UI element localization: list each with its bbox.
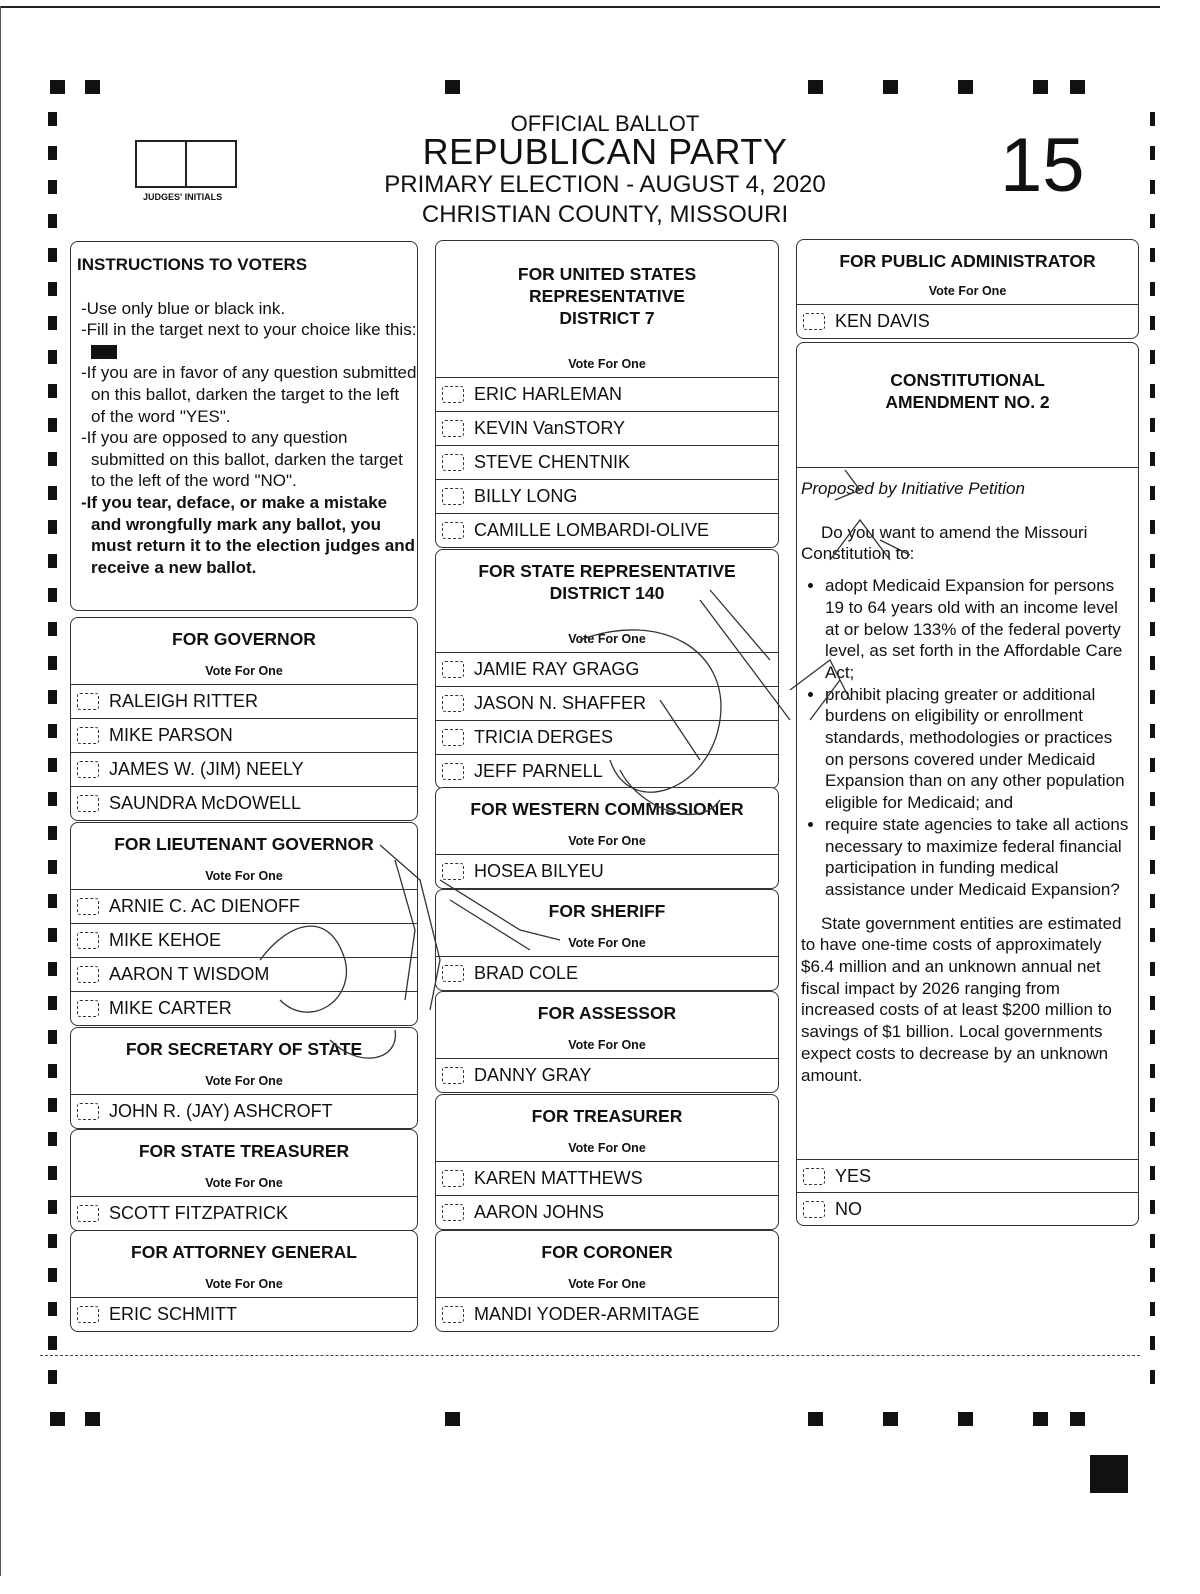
instruction-item: -If you tear, deface, or make a mistake and wrongfully mark any ballot, you must return it to the election judges and receive a new ballot. (81, 492, 415, 577)
timing-mark (445, 1412, 460, 1426)
option-label: YES (835, 1165, 872, 1186)
timing-mark (1150, 214, 1155, 228)
timing-mark (808, 1412, 823, 1426)
candidate-row[interactable] (71, 1094, 417, 1128)
candidate-name: BRAD COLE (474, 963, 579, 983)
candidate-row[interactable] (71, 1297, 417, 1331)
timing-mark (1150, 1132, 1155, 1146)
race-title: FOR SHERIFF (548, 901, 666, 921)
filled-target-example-icon (91, 345, 117, 359)
target-oval-icon[interactable] (442, 863, 464, 880)
target-oval-icon[interactable] (442, 695, 464, 712)
left-border (0, 6, 1, 1576)
timing-mark (48, 860, 57, 874)
option-label: NO (835, 1198, 862, 1219)
instructions-title: INSTRUCTIONS TO VOTERS (77, 255, 308, 274)
ballot-number: 15 (1000, 123, 1085, 208)
race-title: FOR ASSESSOR (537, 1003, 677, 1023)
candidate-row[interactable] (436, 445, 778, 479)
timing-mark (1150, 758, 1155, 772)
candidate-row[interactable] (436, 1058, 778, 1092)
vote-for-one-label: Vote For One (568, 1141, 646, 1155)
candidate-row[interactable] (797, 304, 1138, 338)
target-oval-icon[interactable] (442, 386, 464, 403)
vote-for-one-label: Vote For One (568, 1277, 646, 1291)
instructions-box (70, 241, 418, 611)
timing-mark (1150, 1268, 1155, 1282)
target-oval-icon[interactable] (803, 313, 825, 330)
candidate-row[interactable] (71, 684, 417, 718)
timing-mark (48, 1370, 57, 1384)
judge-initial-cell[interactable] (137, 142, 187, 186)
ballot-heading-county: CHRISTIAN COUNTY, MISSOURI (421, 201, 789, 228)
candidate-name: MIKE KEHOE (109, 930, 222, 950)
timing-mark (48, 452, 57, 466)
target-oval-icon[interactable] (77, 932, 99, 949)
vote-for-one-label: Vote For One (568, 632, 646, 646)
candidate-row[interactable] (436, 1195, 778, 1229)
target-oval-icon[interactable] (442, 763, 464, 780)
candidate-row[interactable] (436, 720, 778, 754)
race-title: FOR TREASURER (531, 1106, 683, 1126)
candidate-name: STEVE CHENTNIK (474, 452, 631, 472)
candidate-name: HOSEA BILYEU (474, 861, 604, 881)
candidate-name: AARON JOHNS (474, 1202, 605, 1222)
candidate-name: KAREN MATTHEWS (474, 1168, 643, 1188)
target-oval-icon[interactable] (77, 761, 99, 778)
judge-initial-cell[interactable] (187, 142, 235, 186)
amendment-title: CONSTITUTIONAL (890, 370, 1045, 390)
target-oval-icon[interactable] (442, 661, 464, 678)
candidate-row[interactable] (436, 513, 778, 547)
timing-mark (1150, 826, 1155, 840)
timing-mark (1033, 80, 1048, 94)
timing-mark (48, 1064, 57, 1078)
candidate-name: ERIC HARLEMAN (474, 384, 623, 404)
candidate-row[interactable] (436, 854, 778, 888)
target-oval-icon[interactable] (77, 1103, 99, 1120)
race-state-rep (435, 549, 779, 789)
target-oval-icon[interactable] (77, 727, 99, 744)
vote-for-one-label: Vote For One (205, 664, 283, 678)
top-border (0, 6, 1160, 8)
race-public-admin (796, 239, 1139, 339)
timing-mark (50, 1412, 65, 1426)
timing-mark (48, 894, 57, 908)
candidate-row[interactable] (71, 957, 417, 991)
amendment-option-no[interactable] (797, 1192, 1138, 1226)
timing-mark (1150, 928, 1155, 942)
vote-for-one-label: Vote For One (205, 1074, 283, 1088)
race-title: FOR LIEUTENANT GOVERNOR (114, 834, 374, 854)
timing-mark (1150, 1234, 1155, 1248)
timing-mark (48, 146, 57, 160)
timing-mark (1150, 1370, 1155, 1384)
candidate-name: JEFF PARNELL (474, 761, 603, 781)
timing-mark (48, 928, 57, 942)
timing-mark (48, 1200, 57, 1214)
timing-mark (1150, 554, 1155, 568)
instruction-item: -If you are opposed to any question submitted on this ballot, darken the target to the left of the word "NO". (81, 428, 403, 491)
timing-mark (958, 80, 973, 94)
timing-mark (48, 622, 57, 636)
race-treasurer (435, 1094, 779, 1230)
candidate-row[interactable] (71, 991, 417, 1025)
instruction-item: -Use only blue or black ink. (81, 298, 286, 318)
target-oval-icon[interactable] (442, 454, 464, 471)
race-secretary-state (70, 1027, 418, 1129)
candidate-row[interactable] (71, 752, 417, 786)
candidate-row[interactable] (71, 889, 417, 923)
timing-mark (1150, 1030, 1155, 1044)
target-oval-icon[interactable] (442, 1067, 464, 1084)
timing-mark (48, 180, 57, 194)
timing-mark (48, 962, 57, 976)
target-oval-icon[interactable] (442, 522, 464, 539)
candidate-name: TRICIA DERGES (474, 727, 614, 747)
race-coroner (435, 1230, 779, 1332)
timing-mark (1150, 248, 1155, 262)
amendment-bullet: • prohibit placing greater or additional burdens on eligibility or enrollment standards, methodologies or practices on persons covered under Medicaid Expansion than on any other population eligible for Medicaid; and (825, 684, 1132, 814)
target-oval-icon[interactable] (442, 420, 464, 437)
vote-for-one-label: Vote For One (568, 1038, 646, 1052)
race-western-commissioner (435, 787, 779, 889)
amendment-bullet: • require state agencies to take all actions necessary to maximize federal financial participation in funding medical assistance under Medicaid Expansion? (825, 814, 1132, 901)
timing-mark (1150, 1064, 1155, 1078)
target-oval-icon[interactable] (77, 1306, 99, 1323)
timing-mark (48, 316, 57, 330)
race-lt-governor (70, 822, 418, 1026)
timing-mark (48, 1030, 57, 1044)
candidate-name: ERIC SCHMITT (109, 1304, 237, 1324)
timing-mark (883, 1412, 898, 1426)
race-title: FOR WESTERN COMMISSIONER (470, 799, 744, 819)
target-oval-icon[interactable] (77, 966, 99, 983)
timing-mark (48, 656, 57, 670)
target-oval-icon[interactable] (442, 1170, 464, 1187)
timing-mark (48, 248, 57, 262)
judges-initials-box[interactable] (135, 140, 237, 188)
amendment-question: Do you want to amend the Missouri Constitution to: (801, 522, 1088, 564)
bottom-dashed-line (40, 1355, 1140, 1356)
candidate-name: MIKE CARTER (109, 998, 232, 1018)
amendment-bullet: • adopt Medicaid Expansion for persons 19 to 64 years old with an income level at or below 133% of the federal poverty level, as set forth in the Affordable Care Act; (825, 575, 1132, 684)
race-title: FOR PUBLIC ADMINISTRATOR (839, 251, 1096, 271)
amendment-option-yes[interactable] (797, 1159, 1138, 1193)
candidate-row[interactable] (436, 956, 778, 990)
candidate-name: SCOTT FITZPATRICK (109, 1203, 288, 1223)
timing-mark (958, 1412, 973, 1426)
vote-for-one-label: Vote For One (568, 357, 646, 371)
timing-mark (1150, 418, 1155, 432)
timing-mark (445, 80, 460, 94)
timing-mark (1150, 962, 1155, 976)
timing-mark (883, 80, 898, 94)
race-state-treasurer (70, 1129, 418, 1231)
race-title: FOR GOVERNOR (172, 629, 316, 649)
timing-mark (1150, 486, 1155, 500)
timing-mark (1150, 180, 1155, 194)
candidate-name: KEN DAVIS (835, 311, 930, 331)
amendment-bullets (801, 575, 1132, 901)
race-title: FOR UNITED STATES (517, 264, 697, 284)
candidate-name: AARON T WISDOM (109, 964, 270, 984)
instruction-item: -Fill in the target next to your choice like this: (75, 319, 417, 362)
timing-mark (1150, 656, 1155, 670)
timing-mark (1150, 350, 1155, 364)
amendment-box (796, 342, 1139, 1226)
timing-mark (48, 1234, 57, 1248)
target-oval-icon[interactable] (803, 1201, 825, 1218)
timing-mark (1150, 282, 1155, 296)
target-oval-icon[interactable] (442, 965, 464, 982)
target-oval-icon[interactable] (77, 1000, 99, 1017)
target-oval-icon[interactable] (442, 1306, 464, 1323)
ballot-heading-official: OFFICIAL BALLOT (510, 111, 700, 136)
candidate-name: JAMIE RAY GRAGG (474, 659, 640, 679)
timing-mark (1090, 1455, 1128, 1493)
candidate-row[interactable] (71, 786, 417, 820)
timing-mark (85, 80, 100, 94)
candidate-name: BILLY LONG (474, 486, 578, 506)
race-sheriff (435, 889, 779, 991)
candidate-row[interactable] (436, 377, 778, 411)
timing-mark (48, 350, 57, 364)
target-oval-icon[interactable] (442, 729, 464, 746)
vote-for-one-label: Vote For One (205, 1277, 283, 1291)
candidate-name: JAMES W. (JIM) NEELY (109, 759, 304, 779)
timing-mark (1150, 1302, 1155, 1316)
timing-mark (1033, 1412, 1048, 1426)
candidate-row[interactable] (71, 1196, 417, 1230)
timing-mark (48, 758, 57, 772)
race-title: REPRESENTATIVE (529, 286, 685, 306)
timing-mark (1150, 588, 1155, 602)
target-oval-icon[interactable] (77, 898, 99, 915)
timing-mark (48, 1302, 57, 1316)
candidate-name: MIKE PARSON (109, 725, 233, 745)
timing-mark (48, 384, 57, 398)
timing-mark (1150, 1166, 1155, 1180)
timing-mark (1150, 1098, 1155, 1112)
timing-mark (1150, 384, 1155, 398)
candidate-name: CAMILLE LOMBARDI-OLIVE (474, 520, 710, 540)
timing-mark (1070, 80, 1085, 94)
timing-mark (48, 826, 57, 840)
candidate-row[interactable] (436, 754, 778, 788)
timing-mark (48, 214, 57, 228)
timing-mark (48, 1098, 57, 1112)
race-title: DISTRICT 140 (549, 583, 665, 603)
timing-mark (85, 1412, 100, 1426)
candidate-row[interactable] (436, 1161, 778, 1195)
race-assessor (435, 991, 779, 1093)
timing-mark (1070, 1412, 1085, 1426)
candidate-name: MANDI YODER-ARMITAGE (474, 1304, 700, 1324)
timing-mark (1150, 146, 1155, 160)
timing-mark (48, 520, 57, 534)
timing-mark (48, 112, 57, 126)
timing-mark (808, 80, 823, 94)
race-title: FOR STATE TREASURER (138, 1141, 350, 1161)
race-us-rep (435, 240, 779, 548)
timing-mark (48, 724, 57, 738)
timing-mark (48, 1336, 57, 1350)
race-governor (70, 617, 418, 821)
timing-mark (48, 1166, 57, 1180)
candidate-row[interactable] (436, 1297, 778, 1331)
timing-mark (1150, 452, 1155, 466)
timing-mark (48, 1132, 57, 1146)
amendment-proposed: Proposed by Initiative Petition (801, 479, 1025, 498)
timing-mark (48, 418, 57, 432)
timing-mark (1150, 724, 1155, 738)
timing-mark (48, 282, 57, 296)
vote-for-one-label: Vote For One (205, 1176, 283, 1190)
candidate-row[interactable] (436, 411, 778, 445)
timing-mark (48, 792, 57, 806)
candidate-row[interactable] (436, 479, 778, 513)
timing-mark (48, 554, 57, 568)
timing-mark (1150, 520, 1155, 534)
timing-mark (1150, 860, 1155, 874)
race-title: FOR STATE REPRESENTATIVE (478, 561, 736, 581)
candidate-row[interactable] (71, 923, 417, 957)
timing-mark (48, 996, 57, 1010)
timing-mark (48, 1268, 57, 1282)
timing-mark (50, 80, 65, 94)
candidate-name: KEVIN VanSTORY (474, 418, 626, 438)
target-oval-icon[interactable] (442, 488, 464, 505)
vote-for-one-label: Vote For One (928, 284, 1007, 298)
instruction-item: -If you are in favor of any question submitted on this ballot, darken the target to the left of the word "YES". (81, 363, 417, 426)
candidate-name: RALEIGH RITTER (109, 691, 259, 711)
timing-mark (1150, 996, 1155, 1010)
target-oval-icon[interactable] (77, 795, 99, 812)
ballot-heading-election: PRIMARY ELECTION - AUGUST 4, 2020 (384, 171, 826, 198)
vote-for-one-label: Vote For One (568, 936, 646, 950)
timing-mark (48, 486, 57, 500)
timing-mark (1150, 112, 1155, 126)
race-attorney-general (70, 1230, 418, 1332)
race-title: DISTRICT 7 (559, 308, 655, 328)
target-oval-icon[interactable] (77, 693, 99, 710)
judges-initials-label: JUDGES' INITIALS (143, 192, 223, 202)
timing-mark (1150, 622, 1155, 636)
candidate-name: DANNY GRAY (474, 1065, 592, 1085)
candidate-row[interactable] (436, 686, 778, 720)
race-title: FOR SECRETARY OF STATE (125, 1039, 363, 1059)
timing-mark (1150, 894, 1155, 908)
ballot-heading-party: REPUBLICAN PARTY (422, 131, 788, 172)
vote-for-one-label: Vote For One (568, 834, 646, 848)
vote-for-one-label: Vote For One (205, 869, 283, 883)
target-oval-icon[interactable] (442, 1204, 464, 1221)
target-oval-icon[interactable] (803, 1168, 825, 1185)
timing-mark (48, 690, 57, 704)
candidate-name: JASON N. SHAFFER (474, 693, 647, 713)
candidate-name: JOHN R. (JAY) ASHCROFT (109, 1101, 333, 1121)
timing-mark (1150, 316, 1155, 330)
timing-mark (1150, 1200, 1155, 1214)
candidate-row[interactable] (436, 652, 778, 686)
target-oval-icon[interactable] (77, 1205, 99, 1222)
timing-mark (1150, 1336, 1155, 1350)
timing-mark (48, 588, 57, 602)
timing-mark (1150, 792, 1155, 806)
candidate-name: SAUNDRA McDOWELL (109, 793, 302, 813)
candidate-row[interactable] (71, 718, 417, 752)
race-title: FOR ATTORNEY GENERAL (131, 1242, 357, 1262)
amendment-subtitle: AMENDMENT NO. 2 (885, 392, 1050, 412)
timing-mark (1150, 690, 1155, 704)
candidate-name: ARNIE C. AC DIENOFF (109, 896, 301, 916)
amendment-fiscal-note: State government entities are estimated to have one-time costs of approximately $6.4 million and an unknown annual net fiscal impact by 2026 ranging from increased costs of at least $200 million to savings of $1 billion. Local governments expect costs to decrease by an unknown amount. (801, 913, 1122, 1085)
race-title: FOR CORONER (541, 1242, 673, 1262)
